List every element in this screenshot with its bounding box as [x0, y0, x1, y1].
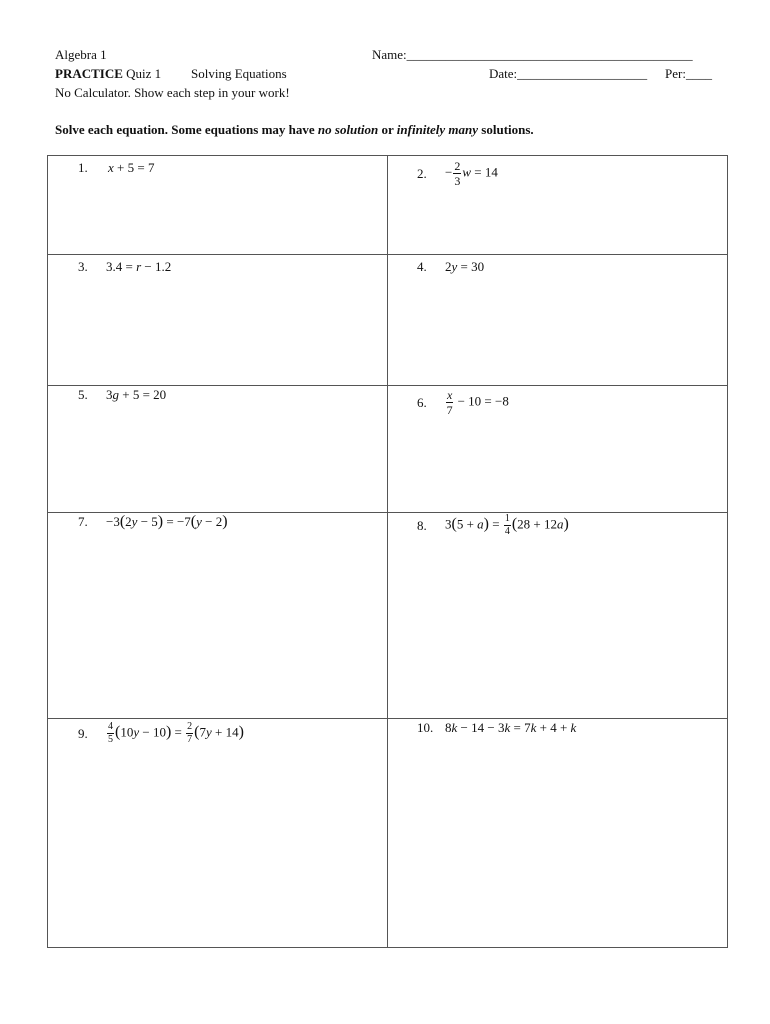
equation: 3g + 5 = 20 — [106, 387, 167, 402]
problem-number: 4. — [417, 259, 427, 274]
problem-grid — [47, 155, 728, 948]
instruction-text-3: solutions. — [478, 122, 534, 137]
problem-1 — [78, 160, 154, 176]
instruction-text-1: Solve each equation. Some equations may have — [55, 122, 318, 137]
name-blank[interactable]: ____________________________________________ — [406, 47, 693, 62]
instructions-note: No Calculator. Show each step in your work! — [55, 85, 290, 100]
problem-number: 9. — [78, 725, 88, 741]
column-divider — [387, 156, 388, 947]
topic-label: Solving Equations — [191, 66, 287, 81]
name-field[interactable] — [372, 47, 693, 63]
problem-number: 10. — [417, 720, 434, 735]
problem-number: 7. — [78, 514, 88, 529]
equation: −3(2y − 5) = −7(y − 2) — [106, 513, 228, 530]
quiz-title-line — [55, 66, 161, 82]
problem-number: 6. — [417, 394, 427, 410]
equation: $\frac{x}{7}$ − 10 = −8 — [446, 388, 509, 417]
no-solution-text: no solution — [317, 122, 379, 137]
problem-9 — [78, 722, 244, 745]
quiz-label: Quiz 1 — [126, 66, 162, 81]
equation: x + 5 = 7 — [108, 160, 155, 175]
problem-6 — [417, 389, 509, 416]
period-label: Per: — [665, 66, 686, 81]
row-divider — [48, 385, 727, 386]
problem-4 — [417, 259, 484, 275]
equation: 3.4 = r − 1.2 — [106, 259, 172, 274]
equation: 2y = 30 — [445, 259, 485, 274]
problem-number: 5. — [78, 387, 88, 402]
infinitely-many-text: infinitely many — [396, 122, 479, 137]
problem-7 — [78, 514, 228, 530]
equation: 3(5 + a) = $\frac{1}{4}$ (28 + 12a) — [445, 513, 569, 537]
period-field[interactable] — [665, 66, 712, 82]
problem-10 — [417, 720, 576, 736]
solve-instructions — [55, 122, 534, 138]
practice-label: PRACTICE — [55, 66, 123, 81]
name-label: Name: — [372, 47, 407, 62]
problem-number: 1. — [78, 160, 88, 175]
date-field[interactable] — [489, 66, 647, 82]
problem-3 — [78, 259, 171, 275]
row-divider — [48, 512, 727, 513]
course-title: Algebra 1 — [55, 47, 107, 62]
equation: 8k − 14 − 3k = 7k + 4 + k — [445, 720, 577, 735]
row-divider — [48, 254, 727, 255]
problem-2 — [417, 160, 498, 187]
period-blank[interactable]: ____ — [685, 66, 712, 81]
problem-8 — [417, 514, 569, 537]
row-divider — [48, 718, 727, 719]
equation: − $\frac{2}{3}$ w = 14 — [445, 159, 498, 188]
date-label: Date: — [489, 66, 518, 81]
problem-number: 8. — [417, 517, 427, 533]
equation: $\frac{4}{5}$ (10y − 10) = $\frac{2}{7}$ (7y + 14) — [108, 721, 244, 745]
instruction-text-2: or — [378, 122, 397, 137]
problem-number: 2. — [417, 165, 427, 181]
problem-number: 3. — [78, 259, 88, 274]
date-blank[interactable]: ____________________ — [517, 66, 648, 81]
problem-5 — [78, 387, 166, 403]
